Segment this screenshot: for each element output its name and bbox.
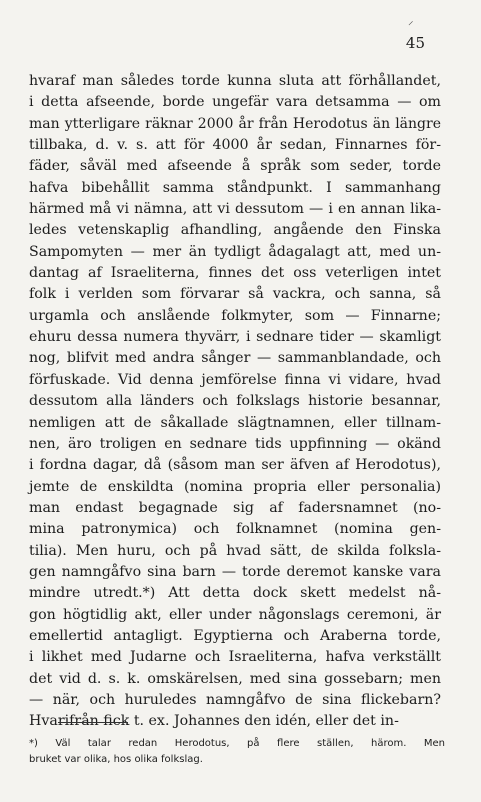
text-line: Sampomyten — mer än tydligt ådagalagt att, med un- — [29, 243, 441, 260]
footnote — [29, 736, 445, 768]
text-line: fäder, såväl med afseende å språk som seder, torde — [29, 158, 441, 175]
text-line: ehuru dessa numera thyvärr, i sednare tider — skamligt — [29, 329, 441, 346]
text-line: i likhet med Judarne och Israeliterna, hafva verkställt — [29, 649, 441, 666]
text-line: dantag af Israeliterna, finnes det oss veterligen intet — [29, 265, 441, 282]
body-text — [29, 71, 441, 733]
text-line: folk i verlden som förvarar så vackra, och sanna, så — [29, 286, 441, 303]
text-line: ledes vetenskaplig afhandling, angående den Finska — [29, 222, 441, 239]
text-line: man ytterligare räknar 2000 år från Herodotus än längre — [29, 115, 441, 132]
text-line: nemligen att de såkallade slägtnamnen, eller tillnam- — [29, 414, 441, 431]
text-line: det vid d. s. k. omskärelsen, med sina gossebarn; men — [29, 670, 441, 687]
text-line: mina patronymica) och folknamnet (nomina gen- — [29, 521, 441, 538]
text-line: hafva bibehållit samma ståndpunkt. I sammanhang — [29, 179, 441, 196]
text-line: nen, äro troligen en sednare tids uppfinning — okänd — [29, 435, 441, 452]
footnote-line: *) Väl talar redan Herodotus, på flere ställen, härom. Men — [29, 738, 445, 749]
text-line: i fordna dagar, då (såsom man ser äfven af Herodotus), — [29, 457, 441, 474]
text-line: jemte de enskildta (nomina propria eller personalia) — [29, 478, 441, 495]
page-number: 45 — [405, 34, 425, 52]
text-line: gen namngåfvo sina barn — torde deremot kanske vara — [29, 563, 441, 580]
text-line: härmed må vi nämna, att vi dessutom — i en annan lika- — [29, 201, 441, 218]
footnote-line: bruket var olika, hos olika folkslag. — [29, 754, 203, 765]
text-line: urgamla och anslående folkmyter, som — Finnarne; — [29, 307, 441, 324]
text-line: tilia). Men huru, och på hvad sätt, de skilda folksla- — [29, 542, 441, 559]
text-line: tillbaka, d. v. s. att för 4000 år sedan, Finnarnes för- — [29, 137, 441, 154]
text-line: i detta afseende, borde ungefär vara detsamma — om — [29, 94, 441, 111]
text-line: mindre utredt.*) Att detta dock skett medelst nå- — [29, 585, 441, 602]
text-line: Hvarifrån fick t. ex. Johannes den idén, eller det in- — [29, 713, 399, 730]
text-line: gon högtidlig akt, eller under någonslags ceremoni, är — [29, 606, 441, 623]
text-line: emellertid antagligt. Egyptierna och Araberna torde, — [29, 627, 441, 644]
text-line: — när, och huruledes namngåfvo de sina flickebarn? — [29, 691, 441, 708]
footnote-divider — [58, 722, 128, 723]
text-line: förfuskade. Vid denna jemförelse finna vi vidare, hvad — [29, 371, 441, 388]
text-line: man endast begagnade sig af fadersnamnet (no- — [29, 499, 441, 516]
text-line: dessutom alla länders och folkslags historie besannar, — [29, 393, 441, 410]
text-line: nog, blifvit med andra sånger — sammanblandade, och — [29, 350, 441, 367]
text-line: hvaraf man således torde kunna sluta att förhållandet, — [29, 73, 441, 89]
corner-mark: ⸍ — [408, 19, 414, 32]
